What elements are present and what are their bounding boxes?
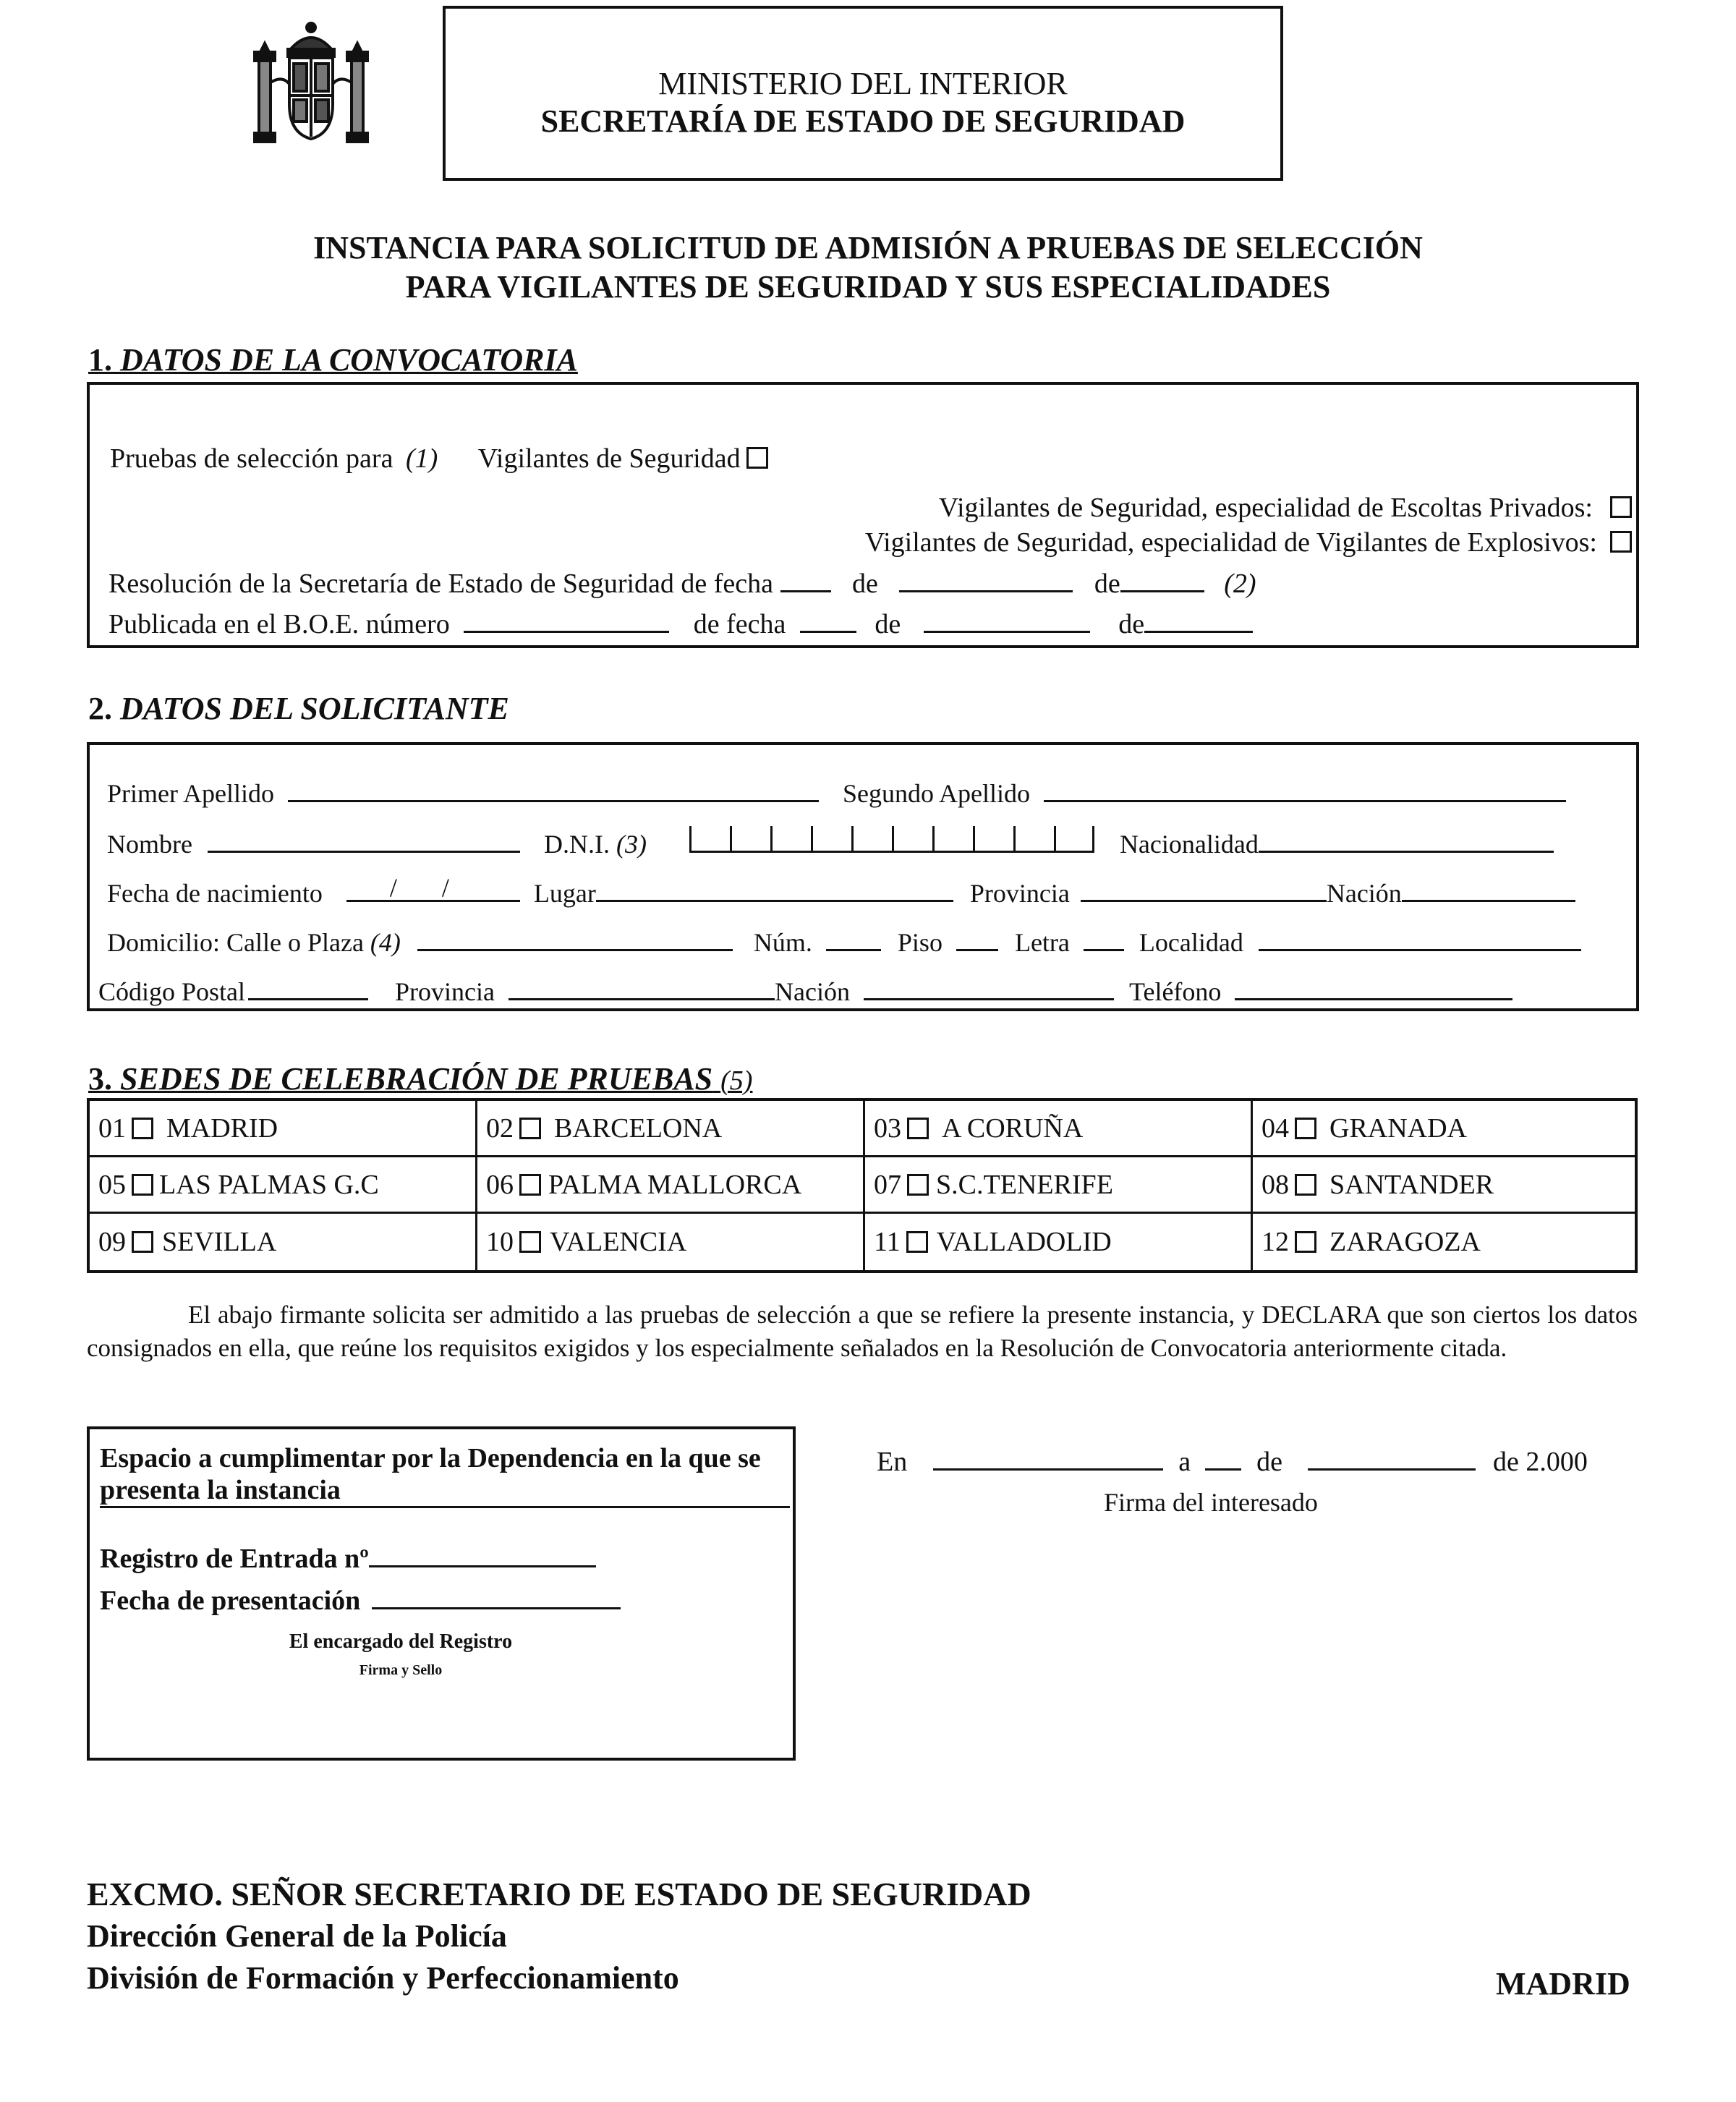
sede-name: LAS PALMAS G.C [159, 1169, 379, 1200]
boe-day-field[interactable] [800, 608, 856, 633]
day-field[interactable] [1205, 1445, 1241, 1471]
section1-title: DATOS DE LA CONVOCATORIA [120, 342, 578, 378]
section2-title: DATOS DEL SOLICITANTE [120, 691, 509, 726]
registry-title-line1: Espacio a cumplimentar por la Dependencia en la que se [100, 1443, 761, 1473]
note-2: (2) [1224, 569, 1256, 599]
sede-cell[interactable] [1253, 1157, 1635, 1214]
provincia-label: Provincia [969, 879, 1070, 908]
declaration-text [87, 1298, 1638, 1365]
sede-name: BARCELONA [554, 1112, 723, 1144]
nacionalidad-label: Nacionalidad [1119, 830, 1259, 859]
nacion-postal-field[interactable] [864, 975, 1114, 1000]
sede-cell[interactable] [865, 1214, 1253, 1270]
note-4: (4) [370, 928, 401, 957]
registry-title [100, 1442, 790, 1508]
fecha-nacimiento-label: Fecha de nacimiento [107, 879, 323, 908]
secretariat-name: SECRETARÍA DE ESTADO DE SEGURIDAD [540, 103, 1186, 139]
publicada-row [109, 608, 1253, 640]
sede-checkbox[interactable] [132, 1118, 153, 1139]
month-field[interactable] [1308, 1445, 1476, 1471]
nombre-row [107, 826, 1554, 859]
registro-entrada-field[interactable] [369, 1542, 596, 1567]
sede-code: 12 [1261, 1227, 1289, 1257]
sede-name: GRANADA [1329, 1112, 1467, 1144]
piso-field[interactable] [956, 926, 998, 951]
sede-checkbox[interactable] [132, 1231, 153, 1253]
section2-number: 2. [88, 691, 112, 726]
boe-year-field[interactable] [1144, 608, 1253, 633]
pruebas-label: Pruebas de selección para [110, 443, 393, 474]
sede-cell[interactable] [90, 1214, 477, 1270]
domicilio-row [107, 926, 1581, 958]
sede-code: 07 [874, 1169, 901, 1200]
section2-heading [88, 690, 509, 727]
nacion-label: Nación [1326, 879, 1402, 908]
num-field[interactable] [826, 926, 881, 951]
sede-name: SANTANDER [1329, 1169, 1494, 1200]
domicilio-label: Domicilio: Calle o Plaza [107, 928, 364, 957]
nombre-field[interactable] [208, 827, 520, 853]
boe-number-field[interactable] [464, 608, 669, 633]
sede-cell[interactable] [90, 1157, 477, 1214]
sede-name: MADRID [166, 1112, 278, 1144]
resolucion-day-field[interactable] [780, 567, 831, 592]
sede-code: 05 [98, 1169, 126, 1200]
form-title-line2: PARA VIGILANTES DE SEGURIDAD Y SUS ESPECIALIDADES [405, 269, 1331, 305]
fecha-nacimiento-field[interactable] [346, 873, 520, 902]
segundo-apellido-label: Segundo Apellido [842, 779, 1030, 808]
sede-checkbox[interactable] [1295, 1118, 1316, 1139]
form-title-line1: INSTANCIA PARA SOLICITUD DE ADMISIÓN A PRUEBAS DE SELECCIÓN [313, 230, 1423, 265]
encargado-label: El encargado del Registro [289, 1630, 513, 1653]
sede-cell[interactable] [1253, 1214, 1635, 1270]
sede-name: ZARAGOZA [1329, 1227, 1481, 1257]
section3-title: SEDES DE CELEBRACIÓN DE PRUEBAS [120, 1061, 713, 1097]
sede-checkbox[interactable] [907, 1174, 929, 1196]
sede-code: 11 [874, 1227, 901, 1257]
codigo-postal-field[interactable] [248, 975, 368, 1000]
de-label: de [875, 609, 901, 639]
escoltas-row [939, 492, 1632, 524]
addressee-city: MADRID [1496, 1966, 1630, 2001]
fecha-presentacion-label: Fecha de presentación [100, 1586, 361, 1616]
domicilio-field[interactable] [417, 926, 733, 951]
sede-checkbox[interactable] [519, 1118, 541, 1139]
de-label: de [1256, 1447, 1282, 1477]
de-label: de [852, 569, 878, 599]
vigilantes-checkbox[interactable] [746, 447, 768, 469]
a-label: a [1178, 1447, 1191, 1477]
note-3: (3) [616, 830, 647, 859]
declaration-body: El abajo firmante solicita ser admitido a las pruebas de selección a que se refiere la presente instancia, y DECLARA que son ciertos los datos consignados en ella, que reúne los requisitos exigidos y los especialmente señalados en la Resolución de Convocatoria anteriormente citada. [87, 1301, 1638, 1362]
sede-cell[interactable] [865, 1101, 1253, 1157]
piso-label: Piso [897, 928, 943, 957]
sedes-table [87, 1098, 1638, 1273]
dni-field[interactable] [689, 826, 1094, 853]
sede-code: 01 [98, 1112, 126, 1144]
sede-code: 02 [486, 1112, 514, 1144]
dni-label: D.N.I. [543, 830, 610, 859]
segundo-apellido-field[interactable] [1044, 777, 1566, 802]
explosivos-checkbox[interactable] [1610, 531, 1632, 553]
primer-apellido-field[interactable] [288, 777, 819, 802]
nacimiento-row [107, 873, 1575, 909]
year-label: de 2.000 [1492, 1447, 1588, 1477]
resolucion-label: Resolución de la Secretaría de Estado de Seguridad de fecha [109, 569, 774, 599]
sede-name: SEVILLA [162, 1227, 277, 1257]
sede-name: A CORUÑA [942, 1112, 1084, 1144]
addressee-line1: EXCMO. SEÑOR SECRETARIO DE ESTADO DE SEGURIDAD [87, 1876, 1031, 1912]
sede-cell[interactable] [865, 1157, 1253, 1214]
nombre-label: Nombre [107, 830, 192, 859]
registro-entrada-label: Registro de Entrada nº [100, 1544, 369, 1574]
opt-vigilantes-label: Vigilantes de Seguridad [477, 443, 741, 474]
resolucion-year-field[interactable] [1120, 567, 1204, 592]
sede-name: VALLADOLID [936, 1227, 1112, 1257]
section1-heading [88, 341, 578, 378]
place-field[interactable] [933, 1445, 1163, 1471]
explosivos-row [865, 527, 1632, 558]
ministry-name: MINISTERIO DEL INTERIOR [658, 66, 1068, 101]
sede-name: PALMA MALLORCA [548, 1169, 802, 1200]
sede-name: VALENCIA [550, 1227, 687, 1257]
localidad-field[interactable] [1259, 926, 1581, 951]
sede-checkbox[interactable] [132, 1174, 153, 1196]
en-label: En [877, 1447, 908, 1477]
de-label: de [1094, 569, 1120, 599]
telefono-label: Teléfono [1128, 977, 1222, 1006]
postal-row [98, 975, 1512, 1007]
letra-label: Letra [1014, 928, 1070, 957]
date-slash: / [441, 873, 449, 902]
resolucion-month-field[interactable] [899, 567, 1073, 592]
localidad-label: Localidad [1139, 928, 1243, 957]
registro-entrada-row [100, 1542, 596, 1575]
header-box [443, 6, 1283, 181]
sede-checkbox[interactable] [519, 1174, 541, 1196]
addressee-line2: Dirección General de la Policía [87, 1918, 507, 1954]
date-slash: / [389, 873, 397, 902]
escoltas-checkbox[interactable] [1610, 496, 1632, 518]
addressee-line3: División de Formación y Perfeccionamiento [87, 1960, 679, 1996]
telefono-field[interactable] [1235, 975, 1512, 1000]
sede-code: 04 [1261, 1112, 1289, 1144]
sede-checkbox[interactable] [1295, 1231, 1316, 1253]
primer-apellido-label: Primer Apellido [107, 779, 274, 808]
sede-checkbox[interactable] [907, 1118, 929, 1139]
fecha-presentacion-row [100, 1584, 621, 1617]
registry-title-line2: presenta la instancia [100, 1474, 790, 1508]
nacion-label: Nación [775, 977, 850, 1006]
pruebas-row [110, 443, 768, 475]
sede-cell[interactable] [1253, 1101, 1635, 1157]
codigo-postal-label: Código Postal [98, 977, 246, 1006]
section1-number: 1. [88, 342, 112, 378]
sede-code: 09 [98, 1227, 126, 1257]
section3-number: 3. [88, 1061, 112, 1097]
num-label: Núm. [753, 928, 812, 957]
sede-code: 03 [874, 1112, 901, 1144]
coat-of-arms-emblem [246, 17, 376, 148]
sede-checkbox[interactable] [906, 1231, 928, 1253]
sede-code: 08 [1261, 1169, 1289, 1200]
sede-checkbox[interactable] [519, 1231, 541, 1253]
opt-escoltas-label: Vigilantes de Seguridad, especialidad de Escoltas Privados: [938, 493, 1593, 523]
sede-cell[interactable] [477, 1101, 865, 1157]
lugar-label: Lugar [533, 879, 596, 908]
letra-field[interactable] [1084, 926, 1124, 951]
lugar-field[interactable] [596, 877, 953, 902]
note-5: (5) [720, 1065, 753, 1096]
firma-interesado-label: Firma del interesado [1104, 1488, 1318, 1517]
opt-explosivos-label: Vigilantes de Seguridad, especialidad de Vigilantes de Explosivos: [864, 527, 1597, 558]
apellidos-row [107, 777, 1566, 809]
sede-checkbox[interactable] [1295, 1174, 1316, 1196]
sede-cell[interactable] [477, 1214, 865, 1270]
de-fecha-label: de fecha [693, 609, 786, 639]
nacionalidad-field[interactable] [1259, 827, 1554, 853]
sede-code: 10 [486, 1227, 514, 1257]
provincia-field[interactable] [1081, 877, 1327, 902]
boe-month-field[interactable] [924, 608, 1090, 633]
registry-box [87, 1426, 796, 1761]
de-label: de [1118, 609, 1145, 639]
sede-code: 06 [486, 1169, 514, 1200]
nacion-field[interactable] [1402, 877, 1575, 902]
publicada-label: Publicada en el B.O.E. número [109, 609, 450, 639]
signature-place-row [877, 1445, 1588, 1478]
sede-name: S.C.TENERIFE [936, 1169, 1113, 1200]
provincia-postal-field[interactable] [509, 975, 775, 1000]
sede-cell[interactable] [90, 1101, 477, 1157]
resolucion-row [109, 567, 1256, 600]
section3-heading [88, 1060, 752, 1097]
note-1: (1) [405, 443, 438, 474]
provincia-label: Provincia [395, 977, 495, 1006]
fecha-presentacion-field[interactable] [372, 1584, 621, 1609]
firma-sello-label: Firma y Sello [359, 1662, 443, 1678]
sede-cell[interactable] [477, 1157, 865, 1214]
